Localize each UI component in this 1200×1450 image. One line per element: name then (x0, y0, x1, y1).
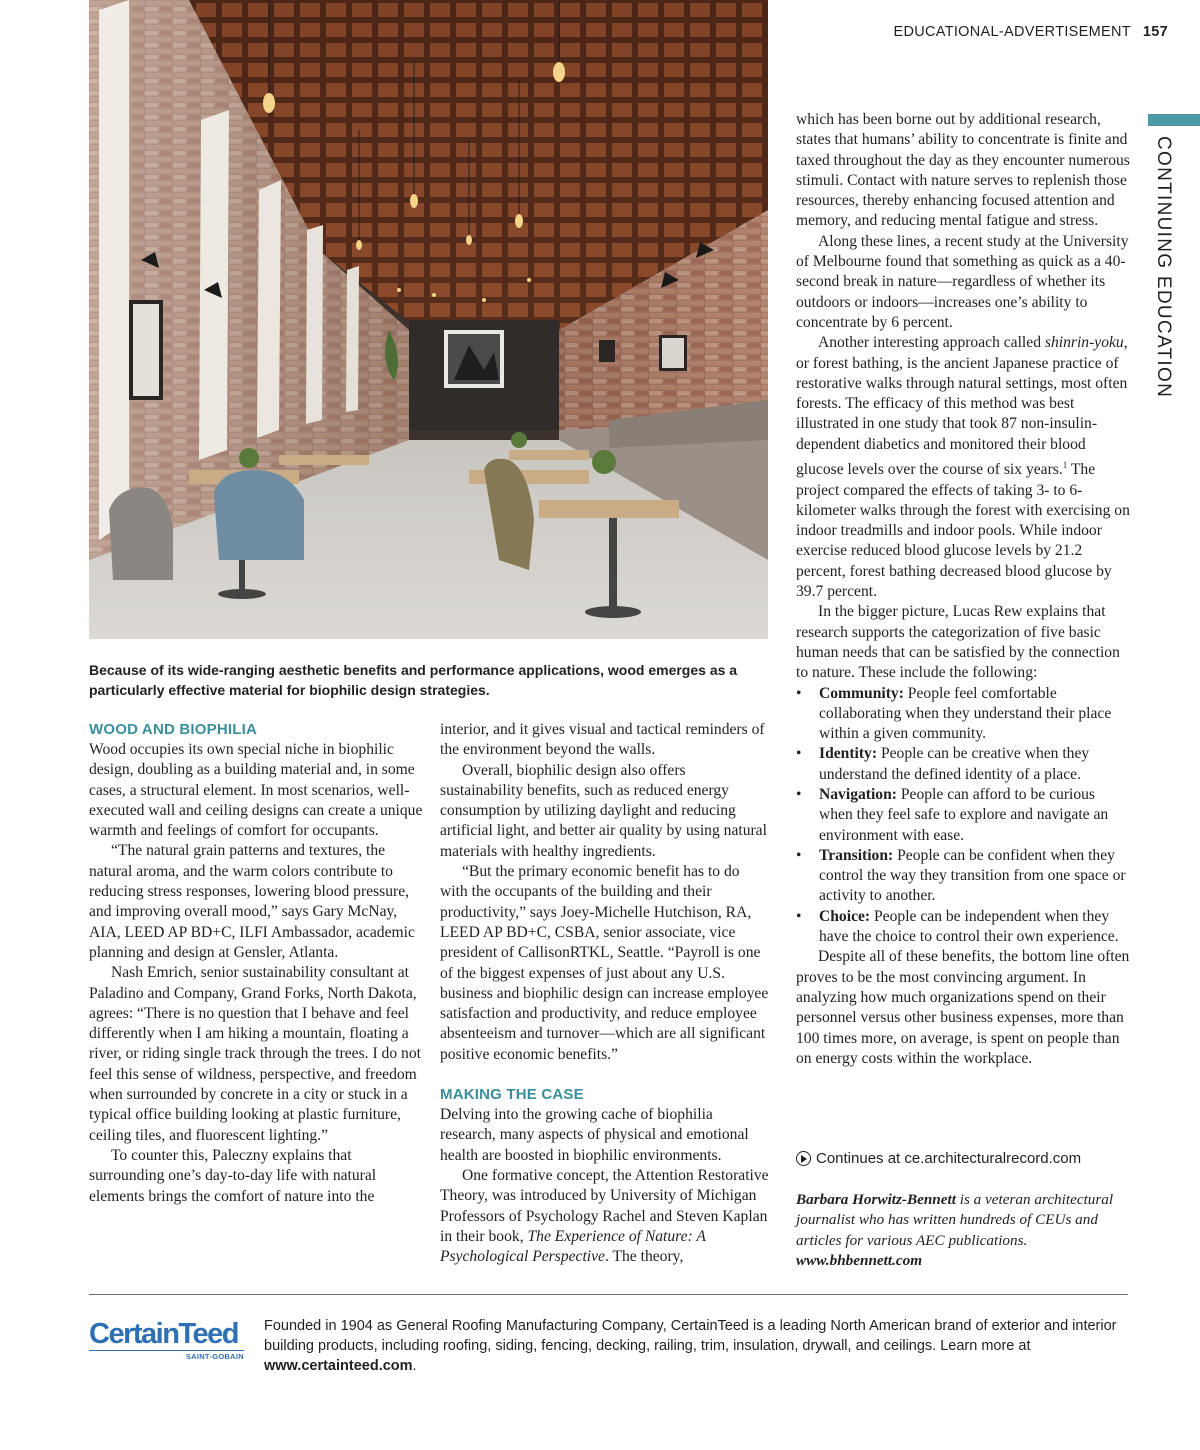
footnote-marker: 1 (1062, 460, 1068, 471)
article-column-2 (440, 720, 770, 1267)
author-name: Barbara Horwitz-Bennett (796, 1191, 956, 1208)
logo-wordmark: CertainTeed (89, 1318, 238, 1350)
paragraph-text: One formative concept, the Attention Restorative Theory, was introduced by University of Michigan Professors of Psychology Rachel and Steven Kaplan in their book, (440, 1166, 769, 1245)
page-number: 157 (1142, 24, 1168, 40)
sponsor-description-end: . (412, 1358, 417, 1374)
paragraph: which has been borne out by additional research, states that humans’ ability to concentrate is finite and taxed throughout the day as they encounter numerous stimuli. Contact with nature serves to replenish those resources, thereby enhancing focused attention and memory, and reducing mental fatigue and stress. (796, 111, 1130, 230)
paragraph: Nash Emrich, senior sustainability consultant at Paladino and Company, Grand Forks, North Dakota, agrees: “There is no question that I behave and feel differently when I am hiking a mountain, floating a river, or riding single track through the trees. I do not feel this sense of wildness, perspective, and freedom when surrounded by concrete in a city or stuck in a typical office building looking at plastic furniture, ceiling tiles, and fluorescent lighting.” (89, 964, 421, 1144)
article-column-1 (89, 720, 424, 1207)
list-item-term: Navigation: (819, 785, 897, 803)
play-icon (796, 1151, 811, 1166)
list-item (796, 846, 1132, 907)
list-item-term: Transition: (819, 846, 894, 864)
continues-link[interactable] (796, 1150, 1081, 1167)
author-bio (796, 1190, 1126, 1271)
list-item (796, 907, 1132, 948)
list-item-text: People can be creative when they understand the defined identity of a place. (819, 745, 1090, 783)
paragraph (796, 333, 1132, 602)
list-item-text: People feel comfortable collaborating when they understand their place within a given community. (819, 684, 1112, 743)
logo-subbrand: SAINT-GOBAIN (89, 1350, 244, 1361)
sponsor-description-text: Founded in 1904 as General Roofing Manufacturing Company, CertainTeed is a leading North American brand of exterior and interior building products, including roofing, siding, fencing, decking, railing, trim, insulation, drywall, and ceilings. Learn more at (264, 1318, 1117, 1354)
paragraph: interior, and it gives visual and tactical reminders of the environment beyond the walls. (440, 721, 765, 759)
sponsor-website-link[interactable]: www.certainteed.com (264, 1358, 413, 1374)
list-item-term: Community: (819, 684, 904, 702)
author-bio-text: is a veteran architectural journalist who has written hundreds of CEUs and articles for various AEC publications. (796, 1191, 1114, 1249)
paragraph: In the bigger picture, Lucas Rew explains that research supports the categorization of five basic human needs that can be satisfied by the connection to nature. These include the following: (796, 603, 1120, 682)
paragraph (440, 1166, 770, 1267)
section-heading: WOOD AND BIOPHILIA (89, 721, 258, 738)
paragraph: “The natural grain patterns and textures, the natural aroma, and the warm colors contribute to reducing stress responses, lowering blood pressure, and improving overall mood,” says Gary McNay, AIA, LEED AP BD+C, ILFI Ambassador, academic planning and design at Gensler, Atlanta. (89, 842, 415, 961)
section-heading: MAKING THE CASE (440, 1086, 584, 1104)
list-item (796, 785, 1132, 846)
paragraph: Along these lines, a recent study at the University of Melbourne found that something as quick as a 40-second break in nature—regardless of whether its outdoors or indoors—increases one’s ability to concentrate by 6 percent. (796, 232, 1129, 331)
author-website-link[interactable]: www.bhbennett.com (796, 1251, 923, 1269)
paragraph: “But the primary economic benefit has to do with the occupants of the building and their productivity,” says Joey-Michelle Hutchison, RA, LEED AP BD+C, CSBA, senior associate, vice president of CallisonRTKL, Seattle. “Payroll is one of the biggest expenses of just about any U.S. business and biophilic design can increase employee satisfaction and productivity, and reduce employee absenteeism and turnover—which are all significant positive economic benefits.” (440, 863, 769, 1063)
paragraph: Wood occupies its own special niche in biophilic design, doubling as a building material and, in some cases, a structural element. In most scenarios, well-executed wall and ceiling designs can create a unique warmth and feelings of comfort for occupants. (89, 741, 423, 840)
paragraph: To counter this, Paleczny explains that surrounding one’s day-to-day life with natural elements brings the comfort of nature into the (89, 1146, 377, 1205)
paragraph: Despite all of these benefits, the bottom line often proves to be the most convincing argument. In analyzing how much organizations spend on their personnel versus other business expenses, more than 100 times more, on average, is spent on people than on energy costs within the workplace. (796, 948, 1130, 1067)
list-item (796, 684, 1132, 745)
running-head (894, 24, 1168, 40)
list-item-text: People can afford to be curious when they feel safe to explore and navigate an environment with ease. (819, 785, 1109, 844)
list-item-term: Identity: (819, 745, 878, 763)
book-title: The Experience of Nature: A Psychological Perspective (440, 1227, 706, 1266)
paragraph-text: . The theory, (604, 1248, 684, 1266)
continues-link-text: Continues at ce.architecturalrecord.com (816, 1150, 1082, 1167)
continuing-education-label: CONTINUING EDUCATION (1153, 136, 1174, 399)
paragraph: Delving into the growing cache of biophilia research, many aspects of physical and emotional health are boosted in biophilic environments. (440, 1106, 749, 1164)
sponsor-description (264, 1316, 1144, 1376)
paragraph-text: The project compared the effects of taking 3- to 6-kilometer walks through the forest with exercising on indoor treadmills and indoor pools. While indoor exercise reduced blood glucose levels by 21.2 percent, forest bathing decreased blood glucose by 39.7 percent. (796, 461, 1130, 601)
paragraph-text: Another interesting approach called (818, 334, 1045, 352)
certainteed-logo (89, 1318, 249, 1363)
restaurant-photo (89, 0, 768, 639)
list-item-text: People can be independent when they have the choice to control their own experience. (819, 907, 1119, 946)
paragraph-text: , or forest bathing, is the ancient Japanese practice of restorative walks through natural settings, most often forests. The efficacy of this method was best illustrated in one study that took 87 non-insulin-dependent diabetics and monitored their blood glucose levels over the course of six years. (796, 334, 1128, 479)
list-item-term: Choice: (819, 907, 871, 925)
term-shinrin-yoku: shinrin-yoku (1044, 334, 1124, 352)
running-head-label: EDUCATIONAL-ADVERTISEMENT (893, 24, 1131, 40)
paragraph: Overall, biophilic design also offers sustainability benefits, such as reduced energy consumption by utilizing daylight and reducing artificial light, and better air quality by using natural materials with healthy ingredients. (440, 761, 767, 860)
list-item-text: People can be confident when they control the way they transition from one space or activity to another. (819, 846, 1126, 905)
article-column-3 (796, 110, 1132, 1069)
section-side-label (1144, 136, 1174, 399)
footer-divider (89, 1294, 1128, 1295)
list-item (796, 744, 1132, 785)
section-tab-marker (1148, 114, 1200, 126)
human-needs-list (796, 684, 1132, 948)
photo-caption: Because of its wide-ranging aesthetic benefits and performance applications, wood emerges as a particularly effective material for biophilic design strategies. (89, 662, 738, 698)
